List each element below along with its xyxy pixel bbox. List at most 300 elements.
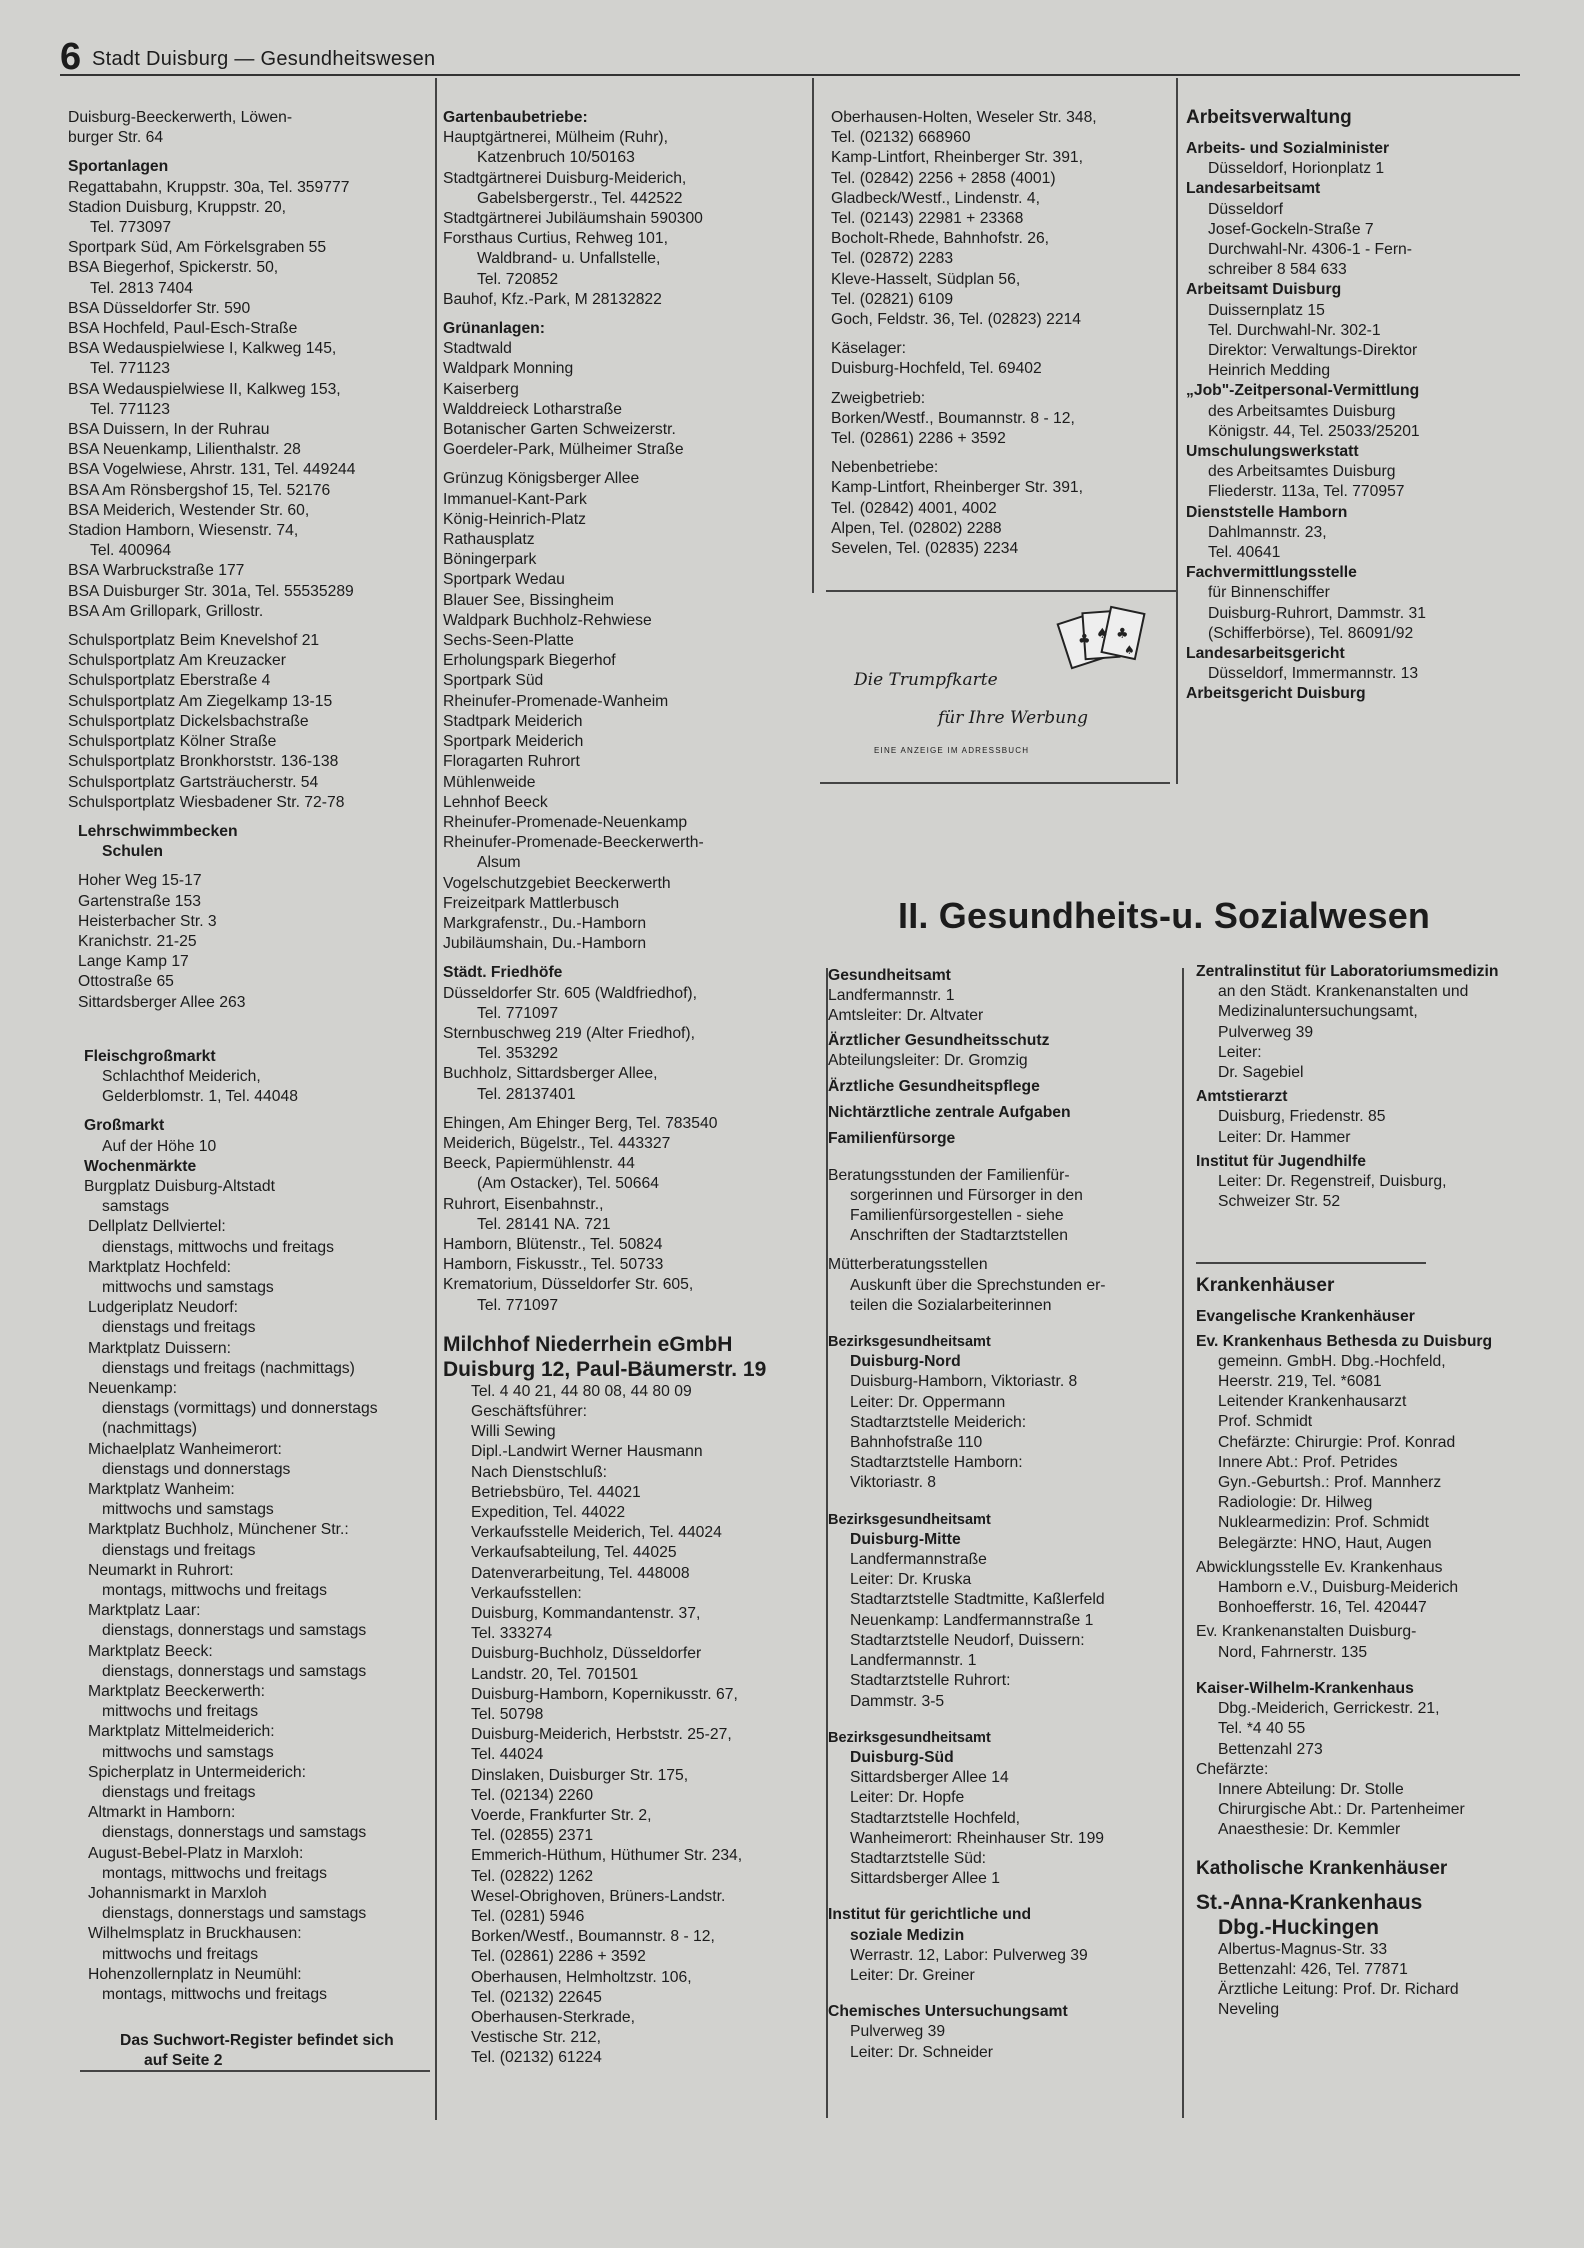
text-line: Josef-Gockeln-Straße 7 xyxy=(1208,220,1374,238)
text-line: Schulsportplatz Kölner Straße xyxy=(68,733,277,751)
entry-subtitle: Duisburg-Süd xyxy=(850,1748,954,1766)
text-line: Viktoriastr. 8 xyxy=(850,1474,937,1492)
text-line: Landfermannstr. 1 xyxy=(828,987,955,1005)
text-line: Duisburg-Hochfeld, Tel. 69402 xyxy=(831,360,1042,378)
text-line: dienstags und freitags xyxy=(102,1319,256,1337)
text-line: Tel. 773097 xyxy=(90,219,172,237)
text-line: Leitender Krankenhausarzt xyxy=(1218,1393,1407,1411)
svg-text:♣: ♣ xyxy=(1116,626,1129,642)
text-line: Hamborn e.V., Duisburg-Meiderich xyxy=(1218,1579,1459,1597)
text-line: dienstags, mittwochs und freitags xyxy=(102,1238,334,1256)
text-line: Innere Abteilung: Dr. Stolle xyxy=(1218,1780,1404,1798)
text-line: Tel. 400964 xyxy=(90,542,172,560)
text-line: Alsum xyxy=(477,854,521,872)
text-line: Hamborn, Blütenstr., Tel. 50824 xyxy=(443,1235,663,1253)
text-line: Sportpark Süd, Am Förkelsgraben 55 xyxy=(68,239,327,257)
advertisement xyxy=(826,600,1186,776)
text-line: Goerdeler-Park, Mülheimer Straße xyxy=(443,441,684,459)
text-line: montags, mittwochs und freitags xyxy=(102,1582,327,1600)
text-line: Markgrafenstr., Du.-Hamborn xyxy=(443,914,647,932)
text-line: Tel. (02132) 22645 xyxy=(471,1988,602,2006)
text-line: des Arbeitsamtes Duisburg xyxy=(1208,402,1396,420)
column-3-health xyxy=(828,966,1178,2063)
text-line: Durchwahl-Nr. 4306-1 - Fern- xyxy=(1208,241,1413,259)
text-line: Neumarkt in Ruhrort: xyxy=(88,1561,234,1579)
text-line: Stadion Hamborn, Wiesenstr. 74, xyxy=(68,522,299,540)
text-line: Fliederstr. 113a, Tel. 770957 xyxy=(1208,483,1405,501)
text-line: Stadtarztstelle Stadtmitte, Kaßlerfeld xyxy=(850,1591,1105,1609)
text-line: Oberhausen, Helmholtzstr. 106, xyxy=(471,1968,692,1986)
text-line: Tel. (02143) 22981 + 23368 xyxy=(831,210,1024,228)
section-heading: Krankenhäuser xyxy=(1196,1275,1335,1297)
text-line: Tel. 28141 NA. 721 xyxy=(477,1215,611,1233)
text-line: Forsthaus Curtius, Rehweg 101, xyxy=(443,230,668,248)
register-note: Das Suchwort-Register befindet sich xyxy=(120,2032,394,2050)
text-line: gemeinn. GmbH. Dbg.-Hochfeld, xyxy=(1218,1352,1446,1370)
text-line: Sportpark Meiderich xyxy=(443,733,584,751)
text-line: Goch, Feldstr. 36, Tel. (02823) 2214 xyxy=(831,311,1081,329)
text-line: teilen die Sozialarbeiterinnen xyxy=(850,1296,1052,1314)
entry-title: Amtstierarzt xyxy=(1196,1088,1288,1106)
text-line: Beeck, Papiermühlenstr. 44 xyxy=(443,1155,635,1173)
text-line: Duisburg-Beeckerwerth, Löwen- xyxy=(68,109,293,126)
text-line: Verkaufsstellen: xyxy=(471,1584,582,1602)
text-line: Dammstr. 3-5 xyxy=(850,1692,945,1710)
entry-title: Institut für gerichtliche und xyxy=(828,1906,1032,1924)
text-line: BSA Wedauspielwiese II, Kalkweg 153, xyxy=(68,380,341,398)
text-line: Walddreieck Lotharstraße xyxy=(443,400,623,418)
section-heading: Arbeitsverwaltung xyxy=(1186,107,1352,128)
text-line: Katzenbruch 10/50163 xyxy=(477,149,635,167)
section-heading: Wochenmärkte xyxy=(84,1157,197,1175)
text-line: Marktplatz Wanheim: xyxy=(88,1481,235,1498)
svg-text:♠: ♠ xyxy=(1096,626,1109,642)
text-line: Jubiläumshain, Du.-Hamborn xyxy=(443,935,647,953)
text-line: Lehnhof Beeck xyxy=(443,793,548,811)
text-line: Sternbuschweg 219 (Alter Friedhof), xyxy=(443,1024,695,1042)
text-line: Prof. Schmidt xyxy=(1218,1413,1313,1431)
text-line: Amtsleiter: Dr. Altvater xyxy=(828,1007,984,1025)
entry-title: Nichtärztliche zentrale Aufgaben xyxy=(828,1104,1071,1122)
text-line: BSA Am Rönsbergshof 15, Tel. 52176 xyxy=(68,481,331,499)
text-line: Landstr. 20, Tel. 701501 xyxy=(471,1665,639,1683)
text-line: Marktplatz Laar: xyxy=(88,1602,201,1620)
text-line: Neuenkamp: Landfermannstraße 1 xyxy=(850,1611,1094,1629)
text-line: Gladbeck/Westf., Lindenstr. 4, xyxy=(831,189,1040,207)
text-line: BSA Duisburger Str. 301a, Tel. 55535289 xyxy=(68,582,354,600)
section-heading: Fleischgroßmarkt xyxy=(84,1047,216,1065)
text-line: Verkaufsabteilung, Tel. 44025 xyxy=(471,1544,677,1562)
text-line: Marktplatz Beeckerwerth: xyxy=(88,1683,265,1701)
text-line: Bahnhofstraße 110 xyxy=(850,1434,983,1452)
text-line: Tel. (02855) 2371 xyxy=(471,1827,594,1845)
entry-title: soziale Medizin xyxy=(850,1926,965,1944)
text-line: Leiter: Dr. Regenstreif, Duisburg, xyxy=(1218,1173,1447,1191)
text-line: Kleve-Hasselt, Südplan 56, xyxy=(831,270,1021,288)
text-line: BSA Biegerhof, Spickerstr. 50, xyxy=(68,259,279,277)
entry-title: Evangelische Krankenhäuser xyxy=(1196,1308,1415,1326)
text-line: Kamp-Lintfort, Rheinberger Str. 391, xyxy=(831,149,1084,167)
section-heading: Städt. Friedhöfe xyxy=(443,964,563,982)
text-line: Ev. Krankenanstalten Duisburg- xyxy=(1196,1623,1417,1641)
text-line: Schulsportplatz Gartsträucherstr. 54 xyxy=(68,773,319,791)
text-line: Wilhelmsplatz in Bruckhausen: xyxy=(88,1925,302,1943)
text-line: Kamp-Lintfort, Rheinberger Str. 391, xyxy=(831,479,1084,497)
text-line: Schulsportplatz Wiesbadener Str. 72-78 xyxy=(68,793,345,811)
entry-title: Umschulungswerkstatt xyxy=(1186,443,1359,461)
entry-title: Ärztliche Gesundheitspflege xyxy=(828,1078,1040,1096)
section-heading: Sportanlagen xyxy=(68,158,169,176)
text-line: Ludgeriplatz Neudorf: xyxy=(88,1299,238,1317)
entry-title: Zentralinstitut für Laboratoriumsmedizin xyxy=(1196,963,1499,980)
text-line: dienstags und freitags xyxy=(102,1541,256,1559)
text-line: Chefärzte: Chirurgie: Prof. Konrad xyxy=(1218,1433,1456,1451)
text-line: Tel. (02821) 6109 xyxy=(831,290,954,308)
text-line: sorgerinnen und Fürsorger in den xyxy=(850,1186,1083,1204)
text-line: Dr. Sagebiel xyxy=(1218,1064,1304,1082)
text-line: Duisburg, Friedenstr. 85 xyxy=(1218,1108,1386,1126)
entry-title: Bezirksgesundheitsamt xyxy=(828,1511,991,1528)
text-line: Schulsportplatz Bronkhorststr. 136-138 xyxy=(68,753,339,771)
text-line: Tel. *4 40 55 xyxy=(1218,1720,1306,1738)
text-line: Borken/Westf., Boumannstr. 8 - 12, xyxy=(471,1928,715,1946)
text-line: Stadtarztstelle Hamborn: xyxy=(850,1454,1023,1472)
text-line: Vestische Str. 212, xyxy=(471,2029,601,2047)
text-line: Tel. 28137401 xyxy=(477,1085,576,1103)
company-name: Milchhof Niederrhein eGmbH xyxy=(443,1332,733,1356)
text-line: Anaesthesie: Dr. Kemmler xyxy=(1218,1821,1401,1839)
text-line: Dinslaken, Duisburger Str. 175, xyxy=(471,1766,689,1784)
entry-title: Arbeitsgericht Duisburg xyxy=(1186,685,1366,703)
text-line: Pulverweg 39 xyxy=(850,2023,946,2041)
text-line: Böningerpark xyxy=(443,551,537,569)
text-line: Tel. 44024 xyxy=(471,1746,544,1764)
text-line: Duisburg-Ruhrort, Dammstr. 31 xyxy=(1208,604,1426,622)
text-line: Leiter: Dr. Schneider xyxy=(850,2043,994,2061)
text-line: Spicherplatz in Untermeiderich: xyxy=(88,1763,306,1781)
text-line: montags, mittwochs und freitags xyxy=(102,1864,327,1882)
section-heading: Gartenbaubetriebe: xyxy=(443,109,588,126)
text-line: Auf der Höhe 10 xyxy=(102,1137,217,1155)
svg-text:♣: ♣ xyxy=(1078,632,1091,648)
text-line: Medizinaluntersuchungsamt, xyxy=(1218,1003,1418,1021)
entry-title: Fachvermittlungsstelle xyxy=(1186,564,1357,582)
text-line: Düsseldorf xyxy=(1208,200,1283,218)
text-line: BSA Neuenkamp, Lilienthalstr. 28 xyxy=(68,441,301,459)
text-line: Freizeitpark Mattlerbusch xyxy=(443,894,620,912)
text-line: Leiter: Dr. Hammer xyxy=(1218,1128,1351,1146)
text-line: BSA Wedauspielwiese I, Kalkweg 145, xyxy=(68,340,337,358)
text-line: Willi Sewing xyxy=(471,1423,556,1441)
text-line: samstags xyxy=(102,1198,170,1216)
text-line: Nord, Fahrnerstr. 135 xyxy=(1218,1643,1368,1661)
text-line: dienstags und donnerstags xyxy=(102,1460,291,1478)
register-note: auf Seite 2 xyxy=(144,2052,223,2070)
text-line: BSA Vogelwiese, Ahrstr. 131, Tel. 449244 xyxy=(68,461,356,479)
text-line: Schlachthof Meiderich, xyxy=(102,1067,261,1085)
text-line: Voerde, Frankfurter Str. 2, xyxy=(471,1807,652,1825)
text-line: Düsseldorf, Immermannstr. 13 xyxy=(1208,665,1419,683)
text-line: Stadtpark Meiderich xyxy=(443,712,583,730)
entry-title: Ärztlicher Gesundheitsschutz xyxy=(828,1031,1050,1049)
text-line: Expedition, Tel. 44022 xyxy=(471,1504,626,1521)
text-line: Borken/Westf., Boumannstr. 8 - 12, xyxy=(831,409,1075,427)
text-line: Tel. (02872) 2283 xyxy=(831,250,954,268)
text-line: Mütterberatungsstellen xyxy=(828,1256,988,1274)
text-line: Abwicklungsstelle Ev. Krankenhaus xyxy=(1196,1558,1443,1576)
text-line: Alpen, Tel. (02802) 2288 xyxy=(831,519,1002,537)
text-line: dienstags, donnerstags und samstags xyxy=(102,1824,367,1842)
text-line: Stadtarztstelle Süd: xyxy=(850,1849,987,1867)
entry-title: Bezirksgesundheitsamt xyxy=(828,1729,991,1746)
column-4 xyxy=(1186,106,1526,705)
text-line: Marktplatz Beeck: xyxy=(88,1642,213,1660)
text-line: Stadtarztstelle Neudorf, Duissern: xyxy=(850,1631,1085,1649)
text-line: BSA Duissern, In der Ruhrau xyxy=(68,421,270,439)
ad-slogan-line: für Ihre Werbung xyxy=(938,708,1088,728)
text-line: Wanheimerort: Rheinhauser Str. 199 xyxy=(850,1829,1105,1847)
text-line: Bocholt-Rhede, Bahnhofstr. 26, xyxy=(831,230,1050,248)
text-line: Albertus-Magnus-Str. 33 xyxy=(1218,1940,1388,1958)
column-rule xyxy=(435,78,437,2120)
text-line: Bauhof, Kfz.-Park, M 28132822 xyxy=(443,290,662,308)
text-line: Nach Dienstschluß: xyxy=(471,1463,608,1481)
text-line: Sittardsberger Allee 14 xyxy=(850,1769,1009,1787)
text-line: Tel. (02822) 1262 xyxy=(471,1867,594,1885)
text-line: Familienfürsorgestellen - siehe xyxy=(850,1207,1064,1225)
text-line: Tel. 2813 7404 xyxy=(90,279,193,297)
text-line: Burgplatz Duisburg-Altstadt xyxy=(84,1177,275,1195)
text-line: Tel. (02861) 2286 + 3592 xyxy=(471,1948,646,1966)
text-line: Tel. 353292 xyxy=(477,1045,559,1063)
text-line: Leiter: Dr. Greiner xyxy=(850,1966,975,1984)
text-line: Stadtwald xyxy=(443,340,512,358)
text-line: Belegärzte: HNO, Haut, Augen xyxy=(1218,1534,1432,1552)
text-line: Duisburg-Hamborn, Kopernikusstr. 67, xyxy=(471,1685,738,1703)
text-line: Landfermannstr. 1 xyxy=(850,1652,977,1670)
text-line: Betriebsbüro, Tel. 44021 xyxy=(471,1483,641,1501)
text-line: Werrastr. 12, Labor: Pulverweg 39 xyxy=(850,1946,1088,1964)
text-line: (nachmittags) xyxy=(102,1420,198,1438)
text-line: Hohenzollernplatz in Neumühl: xyxy=(88,1965,302,1983)
section-heading: Grünanlagen: xyxy=(443,320,545,338)
text-line: Sechs-Seen-Platte xyxy=(443,632,574,650)
text-line: Datenverarbeitung, Tel. 448008 xyxy=(471,1564,690,1582)
text-line: Stadtarztstelle Ruhrort: xyxy=(850,1672,1011,1690)
text-line: Anschriften der Stadtarztstellen xyxy=(850,1227,1068,1245)
entry-title: Familienfürsorge xyxy=(828,1130,956,1148)
text-line: Michaelplatz Wanheimerort: xyxy=(88,1440,282,1458)
hospital-location: Dbg.-Huckingen xyxy=(1218,1915,1379,1939)
text-line: Rheinufer-Promenade-Neuenkamp xyxy=(443,813,688,831)
text-line: Düsseldorfer Str. 605 (Waldfriedhof), xyxy=(443,984,698,1002)
column-rule xyxy=(812,78,814,593)
section-heading: Schulen xyxy=(102,843,164,861)
text-line: Mühlenweide xyxy=(443,773,536,791)
text-line: Bonhoefferstr. 16, Tel. 420447 xyxy=(1218,1599,1427,1617)
text-line: Marktplatz Hochfeld: xyxy=(88,1258,231,1276)
text-line: Zweigbetrieb: xyxy=(831,389,926,407)
text-line: Chefärzte: xyxy=(1196,1760,1269,1778)
column-1 xyxy=(68,108,428,2072)
text-line: Sportpark Süd xyxy=(443,672,544,690)
text-line: dienstags, donnerstags und samstags xyxy=(102,1662,367,1680)
text-line: Tel. (02132) 61224 xyxy=(471,2049,602,2067)
text-line: Duisburg-Hamborn, Viktoriastr. 8 xyxy=(850,1373,1078,1391)
text-line: Marktplatz Mittelmeiderich: xyxy=(88,1723,275,1741)
text-line: Ehingen, Am Ehinger Berg, Tel. 783540 xyxy=(443,1114,718,1132)
text-line: Sportpark Wedau xyxy=(443,571,565,589)
text-line: Rathausplatz xyxy=(443,531,535,549)
text-line: BSA Hochfeld, Paul-Esch-Straße xyxy=(68,320,298,338)
text-line: Duissernplatz 15 xyxy=(1208,301,1325,319)
text-line: Schweizer Str. 52 xyxy=(1218,1193,1341,1211)
text-line: Direktor: Verwaltungs-Direktor xyxy=(1208,342,1418,360)
text-line: Tel. 771123 xyxy=(90,360,170,378)
text-line: Duisburg-Buchholz, Düsseldorfer xyxy=(471,1645,702,1663)
text-line: Innere Abt.: Prof. Petrides xyxy=(1218,1453,1398,1471)
text-line: mittwochs und freitags xyxy=(102,1703,259,1721)
text-line: Stadtarztstelle Meiderich: xyxy=(850,1413,1027,1431)
text-line: BSA Am Grillopark, Grillostr. xyxy=(68,602,264,620)
text-line: Duisburg-Meiderich, Herbststr. 25-27, xyxy=(471,1726,732,1744)
text-line: Dellplatz Dellviertel: xyxy=(88,1218,226,1236)
text-line: Immanuel-Kant-Park xyxy=(443,490,587,508)
text-line: Tel. (02132) 668960 xyxy=(831,129,971,147)
text-line: Tel. (02842) 2256 + 2858 (4001) xyxy=(831,169,1056,187)
text-line: Tel. 333274 xyxy=(471,1625,553,1643)
entry-title: Arbeitsamt Duisburg xyxy=(1186,281,1342,299)
entry-title: Kaiser-Wilhelm-Krankenhaus xyxy=(1196,1679,1414,1697)
text-line: König-Heinrich-Platz xyxy=(443,510,586,528)
text-line: Geschäftsführer: xyxy=(471,1402,587,1420)
section-heading: Großmarkt xyxy=(84,1117,165,1135)
entry-title: Landesarbeitsamt xyxy=(1186,180,1321,198)
entry-title: Institut für Jugendhilfe xyxy=(1196,1152,1366,1170)
text-line: mittwochs und samstags xyxy=(102,1278,274,1296)
text-line: Tel. 720852 xyxy=(477,270,559,288)
section-heading: Lehrschwimmbecken xyxy=(78,822,238,840)
text-line: (Am Ostacker), Tel. 50664 xyxy=(477,1175,659,1193)
text-line: Buchholz, Sittardsberger Allee, xyxy=(443,1065,658,1083)
text-line: Tel. 50798 xyxy=(471,1706,544,1724)
column-2 xyxy=(443,108,808,2069)
entry-subtitle: Duisburg-Nord xyxy=(850,1353,961,1371)
text-line: BSA Meiderich, Westender Str. 60, xyxy=(68,501,310,519)
text-line: Nuklearmedizin: Prof. Schmidt xyxy=(1218,1514,1429,1532)
section-title: II. Gesundheits-u. Sozialwesen xyxy=(898,895,1431,936)
text-line: Verkaufsstelle Meiderich, Tel. 44024 xyxy=(471,1524,722,1542)
entry-title: „Job"-Zeitpersonal-Vermittlung xyxy=(1186,382,1420,400)
text-line: Tel. 40641 xyxy=(1208,544,1281,562)
text-line: Leiter: Dr. Hopfe xyxy=(850,1789,965,1807)
text-line: Altmarkt in Hamborn: xyxy=(88,1804,236,1822)
text-line: Hoher Weg 15-17 xyxy=(78,872,202,890)
column-4-health xyxy=(1196,962,1534,2020)
text-line: Duisburg, Kommandantenstr. 37, xyxy=(471,1605,701,1623)
text-line: Leiter: Dr. Kruska xyxy=(850,1571,972,1589)
text-line: Tel. (02842) 4001, 4002 xyxy=(831,499,997,517)
text-line: Tel. 771097 xyxy=(477,1296,559,1314)
text-line: für Binnenschiffer xyxy=(1208,584,1330,602)
text-line: Heinrich Medding xyxy=(1208,362,1331,380)
text-line: burger Str. 64 xyxy=(68,129,164,147)
text-line: Waldpark Monning xyxy=(443,360,574,378)
section-heading: Katholische Krankenhäuser xyxy=(1196,1857,1448,1879)
page-title: Stadt Duisburg — Gesundheitswesen xyxy=(92,48,436,70)
text-line: Bettenzahl 273 xyxy=(1218,1740,1323,1758)
text-line: Tel. (0281) 5946 xyxy=(471,1908,585,1926)
text-line: Marktplatz Buchholz, Münchener Str.: xyxy=(88,1521,349,1539)
entry-title: Landesarbeitsgericht xyxy=(1186,645,1345,663)
text-line: Sevelen, Tel. (02835) 2234 xyxy=(831,540,1019,558)
entry-subtitle: Duisburg-Mitte xyxy=(850,1530,961,1548)
text-line: Hauptgärtnerei, Mülheim (Ruhr), xyxy=(443,129,668,147)
text-line: Lange Kamp 17 xyxy=(78,953,189,971)
text-line: Floragarten Ruhrort xyxy=(443,753,580,771)
text-line: Leiter: xyxy=(1218,1043,1262,1061)
text-line: Heisterbacher Str. 3 xyxy=(78,912,217,930)
text-line: Königstr. 44, Tel. 25033/25201 xyxy=(1208,422,1420,440)
text-line: Stadtgärtnerei Duisburg-Meiderich, xyxy=(443,169,687,187)
entry-title: Chemisches Untersuchungsamt xyxy=(828,2003,1068,2021)
text-line: Schulsportplatz Eberstraße 4 xyxy=(68,672,271,690)
text-line: dienstags, donnerstags und samstags xyxy=(102,1622,367,1640)
text-line: Rheinufer-Promenade-Wanheim xyxy=(443,692,669,710)
divider xyxy=(826,590,1176,592)
column-rule xyxy=(1182,968,1184,2118)
text-line: Tel. (02134) 2260 xyxy=(471,1786,594,1804)
company-address: Duisburg 12, Paul-Bäumerstr. 19 xyxy=(443,1357,767,1381)
entry-title: Ev. Krankenhaus Bethesda zu Duisburg xyxy=(1196,1332,1493,1350)
svg-text:♠: ♠ xyxy=(1124,643,1135,657)
ad-caption: EINE ANZEIGE IM ADRESSBUCH xyxy=(874,746,1030,755)
text-line: Beratungsstunden der Familienfür- xyxy=(828,1166,1070,1184)
ad-slogan-line: Die Trumpfkarte xyxy=(854,670,998,690)
text-line: (Schifferbörse), Tel. 86091/92 xyxy=(1208,624,1414,642)
text-line: Pulverweg 39 xyxy=(1218,1023,1314,1041)
text-line: Oberhausen-Sterkrade, xyxy=(471,2009,635,2027)
text-line: Marktplatz Duissern: xyxy=(88,1339,231,1357)
text-line: Johannismarkt in Marxloh xyxy=(88,1885,267,1903)
text-line: Gelderblomstr. 1, Tel. 44048 xyxy=(102,1088,298,1106)
text-line: des Arbeitsamtes Duisburg xyxy=(1208,463,1396,481)
text-line: Meiderich, Bügelstr., Tel. 443327 xyxy=(443,1134,671,1152)
text-line: Waldpark Buchholz-Rehwiese xyxy=(443,611,652,629)
entry-title: Bezirksgesundheitsamt xyxy=(828,1334,991,1351)
text-line: BSA Düsseldorfer Str. 590 xyxy=(68,299,251,317)
text-line: Schulsportplatz Am Ziegelkamp 13-15 xyxy=(68,692,333,710)
text-line: dienstags, donnerstags und samstags xyxy=(102,1905,367,1923)
text-line: Emmerich-Hüthum, Hüthumer Str. 234, xyxy=(471,1847,743,1865)
text-line: Sittardsberger Allee 263 xyxy=(78,993,246,1011)
text-line: dienstags und freitags (nachmittags) xyxy=(102,1359,355,1377)
text-line: Oberhausen-Holten, Weseler Str. 348, xyxy=(831,109,1097,126)
text-line: Tel. 771123 xyxy=(90,400,170,418)
entry-title: Arbeits- und Sozialminister xyxy=(1186,140,1390,157)
text-line: Käselager: xyxy=(831,340,906,358)
text-line: Landfermannstraße xyxy=(850,1551,987,1569)
text-line: Botanischer Garten Schweizerstr. xyxy=(443,421,676,439)
text-line: Tel. 4 40 21, 44 80 08, 44 80 09 xyxy=(471,1382,692,1400)
text-line: Stadtgärtnerei Jubiläumshain 590300 xyxy=(443,210,703,228)
text-line: Rheinufer-Promenade-Beeckerwerth- xyxy=(443,834,704,852)
page-number: 6 xyxy=(60,36,82,78)
text-line: BSA Warbruckstraße 177 xyxy=(68,562,245,580)
text-line: Heerstr. 219, Tel. *6081 xyxy=(1218,1373,1382,1391)
entry-title: Gesundheitsamt xyxy=(828,967,951,984)
hospital-name: St.-Anna-Krankenhaus xyxy=(1196,1890,1423,1914)
